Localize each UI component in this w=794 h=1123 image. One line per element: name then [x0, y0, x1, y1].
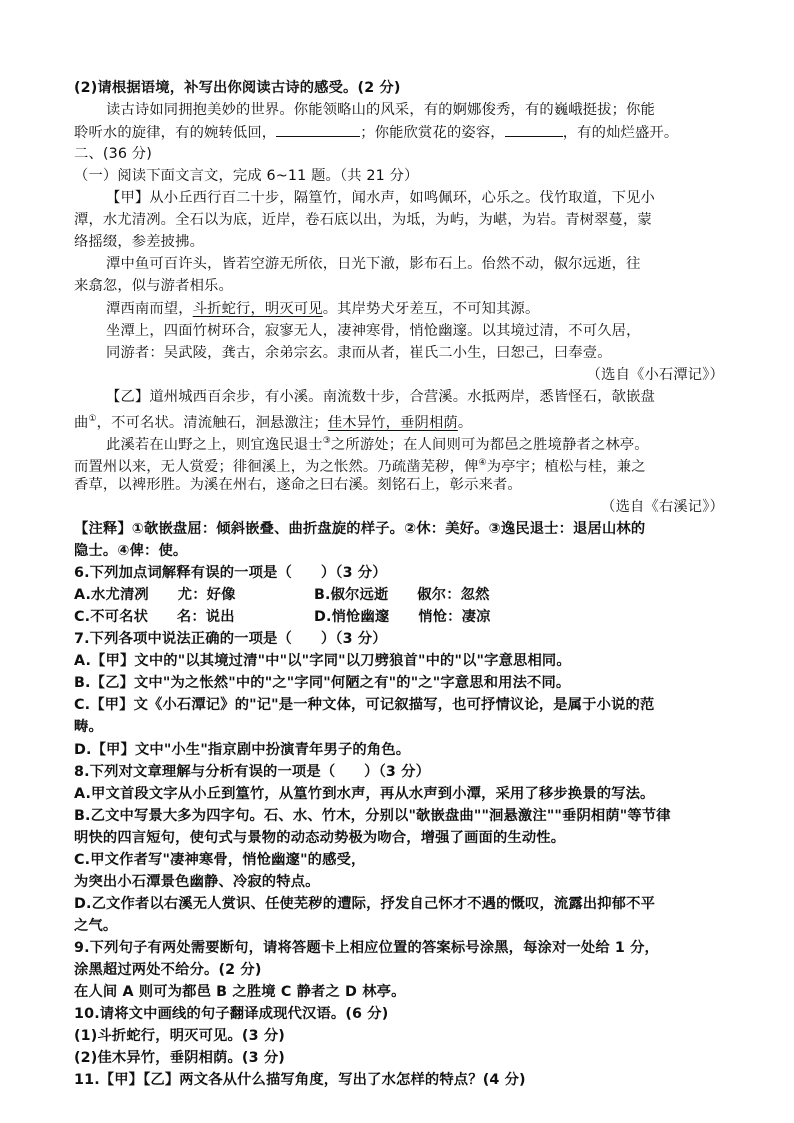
text-segment: 为亭宇；植松与桂，兼之 — [486, 458, 646, 475]
jia-paragraph-1-line: 络摇缀，参差披拂。 — [74, 234, 205, 251]
question-8-option-c[interactable]: C.甲文作者写"凄神寒骨，悄怆幽邃"的感受， — [74, 851, 366, 868]
jia-paragraph-4: 坐潭上，四面竹树环合，寂寥无人，凄神寒骨，悄怆幽邃。以其境过清，不可久居， — [106, 322, 641, 339]
question-8-option-b[interactable]: B.乙文中写景大多为四字句。石、水、竹木，分别以"欹嵌盘曲""洄悬激注""垂阴相荫"等节律 — [74, 807, 671, 824]
text-segment: 而置州以来，无人赏爱；徘徊溪上，为之怅然。乃疏凿芜秽，俾 — [74, 458, 479, 475]
part-one-heading: （一）阅读下面文言文，完成 6~11 题。（共 21 分） — [74, 168, 419, 185]
jia-paragraph-5: 同游者：吴武陵，龚古，余弟宗玄。隶而从者，崔氏二小生，曰恕己，曰奉壹。 — [106, 344, 612, 361]
notes-line-1: 【注释】①欹嵌盘屈：倾斜嵌叠、曲折盘旋的样子。②休：美好。③逸民退士：退居山林的 — [74, 521, 646, 537]
footnote-marker: ④ — [478, 457, 487, 468]
q2-prompt: (2)请根据语境，补写出你阅读古诗的感受。(2 分) — [74, 80, 401, 96]
question-8-option-d[interactable]: D.乙文作者以右溪无人赏识、任使芜秽的遭际，抒发自己怀才不遇的慨叹，流露出抑郁不平 — [74, 895, 656, 912]
yi-paragraph-1-line: 【乙】道州城西百余步，有小溪。南流数十步，合营溪。水抵两岸，悉皆怪石，欹嵌盘 — [106, 388, 655, 405]
question-7-option-a[interactable]: A.【甲】文中的"以其境过清"中"以"字同"以刀劈狼首"中的"以"字意思相同。 — [74, 653, 571, 670]
question-6-options-row-1 — [74, 585, 724, 605]
question-6-stem: 6.下列加点词解释有误的一项是（ ）（3 分） — [74, 565, 387, 582]
underlined-sentence: 佳木异竹，垂阴相荫 — [327, 414, 458, 431]
jia-paragraph-2-line: 来翕忽，似与游者相乐。 — [74, 278, 233, 295]
q2-text-line-2 — [74, 122, 724, 143]
option-b[interactable]: B.俶尔远逝 俶尔：忽然 — [314, 587, 490, 604]
question-8-option-b-cont: 明快的四言短句，使句式与景物的动态动势极为吻合，增强了画面的生动性。 — [74, 829, 566, 846]
question-8-option-d-cont: 之气。 — [74, 917, 118, 934]
q2-text-line-1: 读古诗如同拥抱美妙的世界。你能领略山的风采，有的婀娜俊秀，有的巍峨挺拔；你能 — [106, 102, 655, 119]
question-9-sentence: 在人间 A 则可为都邑 B 之胜境 C 静者之 D 林亭。 — [74, 984, 406, 1001]
text-segment: 此溪若在山野之上，则宜逸民退士 — [106, 436, 323, 453]
question-8-stem: 8.下列对文章理解与分析有误的一项是（ ）（3 分） — [74, 763, 431, 780]
question-6-options-row-2 — [74, 607, 724, 627]
text-segment: ，不可名状。清流触石，洄悬激注； — [96, 414, 328, 431]
question-7-option-c-cont: 畴。 — [74, 719, 103, 736]
q2-text-segment: ，有的灿烂盛开。 — [562, 125, 679, 142]
question-7-option-d[interactable]: D.【甲】文中"小生"指京剧中扮演青年男子的角色。 — [74, 741, 411, 758]
question-7-stem: 7.下列各项中说法正确的一项是（ ）（3 分） — [74, 631, 387, 648]
yi-source: （选自《右溪记》） — [601, 498, 724, 515]
yi-paragraph-2-line: 香草，以裨形胜。为溪在州右，遂命之曰右溪。刻铭石上，彰示来者。 — [74, 476, 522, 493]
yi-paragraph-2-line — [74, 453, 724, 477]
footnote-marker: ① — [88, 413, 97, 424]
question-11-stem: 11.【甲】【乙】两文各从什么描写角度，写出了水怎样的特点？(4 分) — [74, 1072, 526, 1089]
jia-paragraph-3 — [106, 299, 724, 319]
q2-text-segment: ；你能欣赏花的姿容， — [360, 125, 505, 142]
text-segment: 曲 — [74, 414, 89, 431]
option-c[interactable]: C.不可名状 名：说出 — [74, 609, 235, 626]
answer-blank-1[interactable] — [276, 122, 360, 137]
text-segment: 。 — [457, 414, 473, 431]
yi-paragraph-2-line — [106, 431, 724, 455]
jia-source: （选自《小石潭记》） — [586, 366, 724, 383]
question-9-stem-cont: 涂黑超过两处不给分。(2 分) — [74, 962, 262, 978]
answer-blank-2[interactable] — [505, 122, 563, 137]
question-8-option-c-cont: 为突出小石潭景色幽静、冷寂的特点。 — [74, 873, 320, 890]
footnote-marker: ③ — [322, 435, 331, 446]
question-9-stem: 9.下列句子有两处需要断句，请将答题卡上相应位置的答案标号涂黑，每涂对一处给 1 分， — [74, 939, 660, 956]
text-segment: 潭西南而望， — [106, 300, 193, 317]
section-two-heading: 二、(36 分) — [74, 146, 152, 163]
underlined-sentence: 斗折蛇行，明灭可见 — [192, 300, 323, 317]
question-7-option-c[interactable]: C.【甲】文《小石潭记》的"记"是一种文体，可记叙描写，也可抒情议论，是属于小说的范 — [74, 697, 655, 714]
jia-paragraph-1-line: 【甲】从小丘西行百二十步，隔篁竹，闻水声，如鸣佩环，心乐之。伐竹取道，下见小 — [106, 190, 655, 207]
question-8-option-a[interactable]: A.甲文首段文字从小丘到篁竹，从篁竹到水声，再从水声到小潭，采用了移步换景的写法。 — [74, 785, 655, 802]
question-7-option-b[interactable]: B.【乙】文中"为之怅然"中的"之"字同"何陋之有"的"之"字意思和用法不同。 — [74, 675, 571, 692]
yi-paragraph-1-line — [74, 409, 724, 433]
text-segment: 。其岸势犬牙差互，不可知其源。 — [322, 300, 540, 317]
question-10-stem: 10.请将文中画线的句子翻译成现代汉语。(6 分) — [74, 1006, 389, 1023]
question-10-sentence-1: (1)斗折蛇行，明灭可见。(3 分) — [74, 1028, 285, 1045]
option-a[interactable]: A.水尤清冽 尤：好像 — [74, 587, 236, 604]
jia-paragraph-1-line: 潭，水尤清冽。全石以为底，近岸，卷石底以出，为坻，为屿，为嵁，为岩。青树翠蔓，蒙 — [74, 212, 652, 229]
question-10-sentence-2: (2)佳木异竹，垂阴相荫。(3 分) — [74, 1050, 285, 1067]
jia-paragraph-2-line: 潭中鱼可百许头，皆若空游无所依，日光下澈，影布石上。佁然不动，俶尔远逝，往 — [106, 256, 641, 273]
option-d[interactable]: D.悄怆幽邃 悄怆：凄凉 — [314, 609, 491, 626]
notes-line-2: 隐士。④俾：使。 — [74, 543, 188, 560]
text-segment: 之所游处；在人间则可为都邑之胜境静者之林亭。 — [330, 436, 649, 453]
q2-text-segment: 聆听水的旋律，有的婉转低回， — [74, 125, 277, 142]
